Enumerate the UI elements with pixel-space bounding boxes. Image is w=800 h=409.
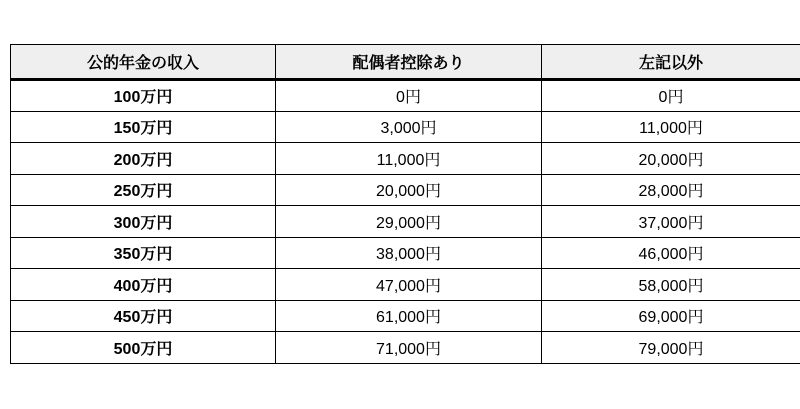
income-cell: 200万円	[11, 143, 276, 175]
header-row	[11, 45, 800, 80]
spouse-deduction-cell: 20,000円	[276, 174, 542, 206]
table-row	[11, 269, 800, 301]
income-cell: 450万円	[11, 300, 276, 332]
spouse-deduction-cell: 0円	[276, 80, 542, 112]
income-cell: 500万円	[11, 332, 276, 364]
pension-deduction-table-container	[10, 44, 800, 364]
table-row	[11, 332, 800, 364]
spouse-deduction-cell: 29,000円	[276, 206, 542, 238]
other-cell: 79,000円	[542, 332, 800, 364]
other-cell: 37,000円	[542, 206, 800, 238]
spouse-deduction-cell: 61,000円	[276, 300, 542, 332]
table-row	[11, 300, 800, 332]
table-row	[11, 111, 800, 143]
spouse-deduction-cell: 3,000円	[276, 111, 542, 143]
header-other: 左記以外	[542, 45, 800, 80]
table-row	[11, 237, 800, 269]
header-pension-income: 公的年金の収入	[11, 45, 276, 80]
income-cell: 300万円	[11, 206, 276, 238]
income-cell: 100万円	[11, 80, 276, 112]
other-cell: 0円	[542, 80, 800, 112]
spouse-deduction-cell: 38,000円	[276, 237, 542, 269]
other-cell: 28,000円	[542, 174, 800, 206]
table-row	[11, 206, 800, 238]
other-cell: 46,000円	[542, 237, 800, 269]
other-cell: 11,000円	[542, 111, 800, 143]
table-body	[11, 80, 800, 364]
income-cell: 150万円	[11, 111, 276, 143]
other-cell: 20,000円	[542, 143, 800, 175]
spouse-deduction-cell: 47,000円	[276, 269, 542, 301]
other-cell: 69,000円	[542, 300, 800, 332]
income-cell: 250万円	[11, 174, 276, 206]
header-spouse-deduction: 配偶者控除あり	[276, 45, 542, 80]
table-row	[11, 80, 800, 112]
pension-deduction-table	[10, 44, 800, 364]
other-cell: 58,000円	[542, 269, 800, 301]
table-row	[11, 143, 800, 175]
income-cell: 400万円	[11, 269, 276, 301]
table-row	[11, 174, 800, 206]
income-cell: 350万円	[11, 237, 276, 269]
spouse-deduction-cell: 71,000円	[276, 332, 542, 364]
spouse-deduction-cell: 11,000円	[276, 143, 542, 175]
